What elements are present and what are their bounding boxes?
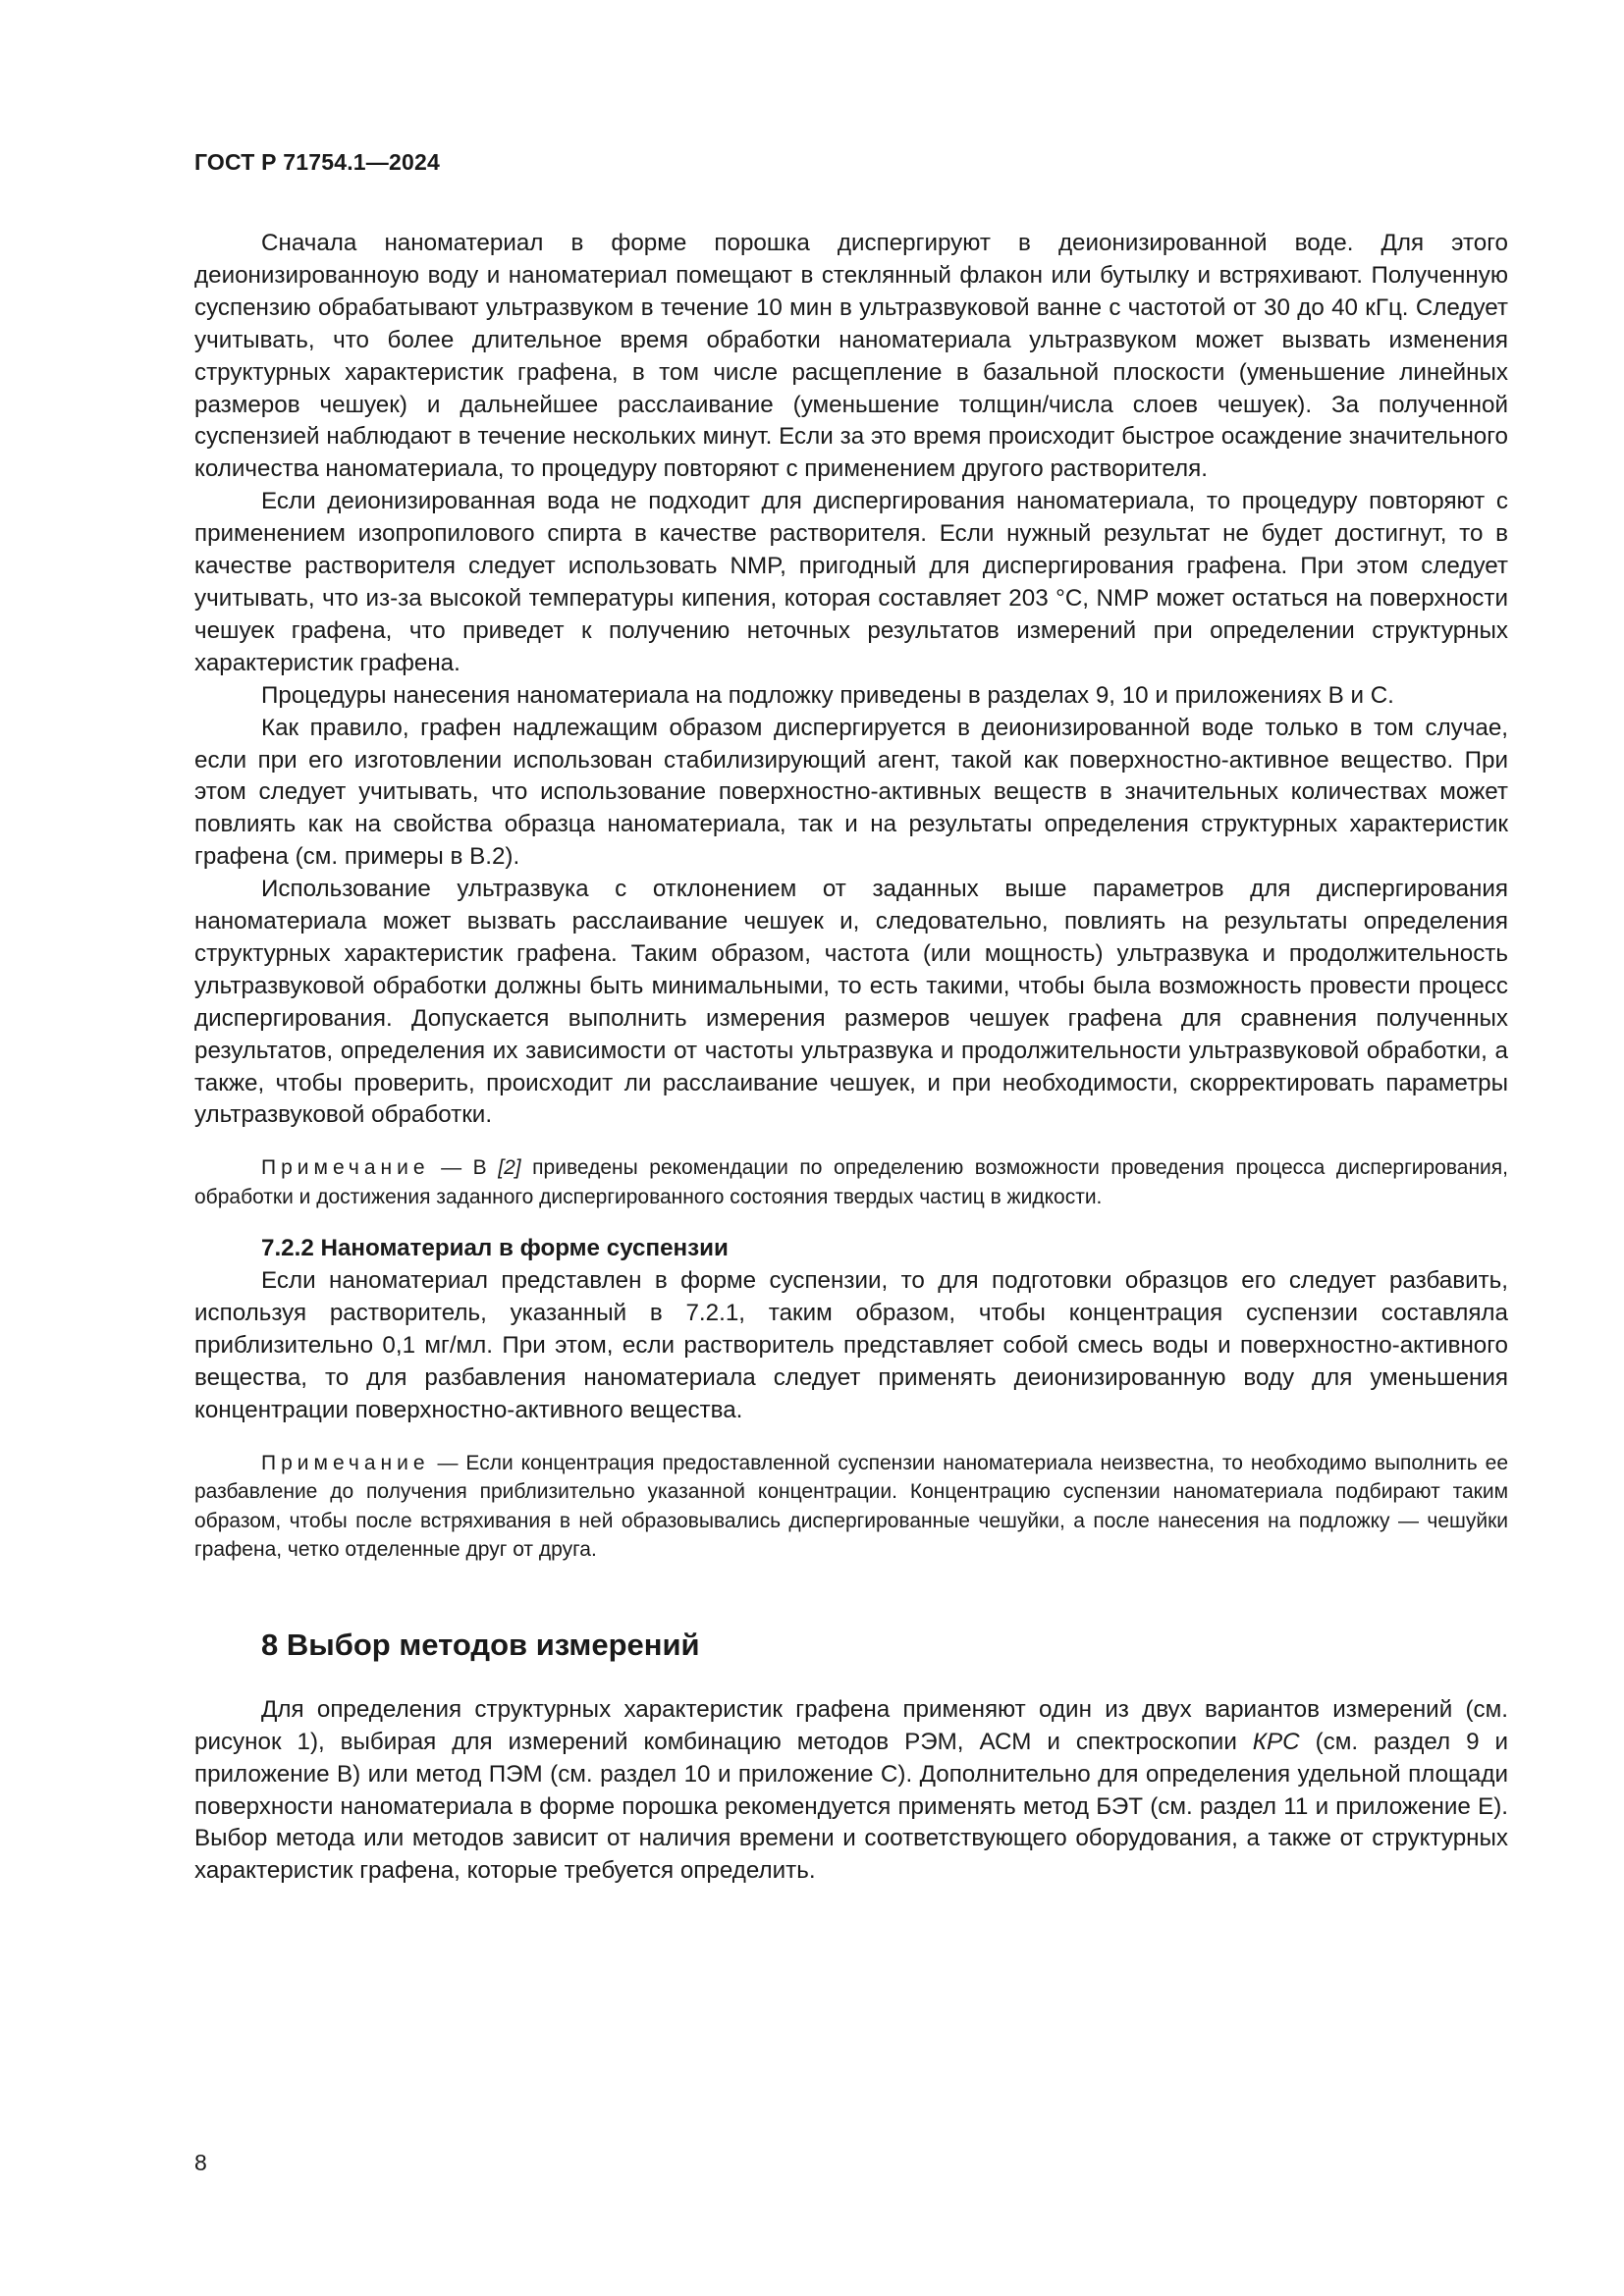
paragraph-suspension: Если наноматериал представлен в форме суспензии, то для подготовки образцов его следует разбавить, используя растворитель, указанный в 7.2.1, таким образом, чтобы концентрация суспензии составляла приблизительно 0,1 мг/мл. При этом, если растворитель представляет собой смесь воды и поверхностно-активного вещества, то для разбавления наноматериала следует применять деионизированную воду для уменьшения концентрации поверхностно-активного вещества. bbox=[194, 1267, 1508, 1423]
methods-text-italic: КРС bbox=[1252, 1728, 1300, 1755]
page-body bbox=[194, 228, 1508, 1888]
paragraph-deposition-procedures: Процедуры нанесения наноматериала на подложку приведены в разделах 9, 10 и приложениях В и С. bbox=[261, 681, 1394, 709]
paragraph-methods bbox=[194, 1694, 1508, 1888]
note-label: Примечание bbox=[261, 1156, 430, 1180]
note-text: — Если концентрация предоставленной суспензии наноматериала неизвестна, то необходимо выполнить ее разбавление до получения приблизительно указанной концентрации. Концентрацию суспензии наноматериала подбирают таким образом, чтобы после встряхивания в ней образовывались диспергированные чешуйки, а после нанесения на подложку — чешуйки графена, четко отделенные друг от друга. bbox=[194, 1451, 1508, 1562]
page-number: 8 bbox=[194, 2150, 207, 2175]
note-label: Примечание bbox=[261, 1451, 430, 1474]
paragraph-alternative-solvents: Если деионизированная вода не подходит для диспергирования наноматериала, то процедуру повторяют с применением изопропилового спирта в качестве растворителя. Если нужный результат не будет достигнут, то в качестве растворителя следует использовать NMP, пригодный для диспергирования графена. При этом следует учитывать, что из-за высокой температуры кипения, которая составляет 203 °C, NMP может остаться на поверхности чешуек графена, что приведет к получению неточных результатов измерений при определении структурных характеристик графена. bbox=[194, 488, 1508, 676]
paragraph-ultrasound: Использование ультразвука с отклонением от заданных выше параметров для диспергирования наноматериала может вызвать расслаивание чешуек и, следовательно, повлиять на результаты определения структурных характеристик графена. Таким образом, частота (или мощность) ультразвука и продолжительность ультразвуковой обработки должны быть минимальными, то есть такими, чтобы была возможность провести процесс диспергирования. Допускается выполнить измерения размеров чешуек графена для сравнения полученных результатов, определения их зависимости от частоты ультразвука и продолжительности ультразвуковой обработки, а также, чтобы проверить, происходит ли расслаивание чешуек, и при необходимости, скорректировать параметры ультразвуковой обработки. bbox=[194, 876, 1508, 1129]
methods-text-part1: Для определения структурных характеристик графена применяют один из двух вариантов измерений (см. рисунок 1), выбирая для измерений комбинацию методов РЭМ, АСМ и спектроскопии bbox=[194, 1695, 1508, 1755]
methods-text-part2: (см. раздел 9 и приложение В) или метод ПЭМ (см. раздел 10 и приложение С). Дополнительно для определения удельной площади поверхности наноматериала в форме порошка рекомендуется применять метод БЭТ (см. раздел 11 и приложение Е). Выбор метода или методов зависит от наличия времени и соответствующего оборудования, а также от структурных характеристик графена, которые требуется определить. bbox=[194, 1728, 1508, 1885]
note-1 bbox=[194, 1153, 1508, 1211]
note-reference: [2] bbox=[498, 1156, 521, 1180]
paragraph-dispersion-water: Сначала наноматериал в форме порошка диспергируют в деионизированной воде. Для этого деионизированноую воду и наноматериал помещают в стеклянный флакон или бутылку и встряхивают. Полученную суспензию обрабатывают ультразвуком в течение 10 мин в ультразвуковой ванне с частотой от 30 до 40 кГц. Следует учитывать, что более длительное время обработки наноматериала ультразвуком может вызвать изменения структурных характеристик графена, в том числе расщепление в базальной плоскости (уменьшение линейных размеров чешуек) и дальнейшее расслаивание (уменьшение толщин/числа слоев чешуек). За полученной суспензией наблюдают в течение нескольких минут. Если за это время происходит быстрое осаждение значительного количества наноматериала, то процедуру повторяют с применением другого растворителя. bbox=[194, 230, 1508, 483]
section-title: 8 Выбор методов измерений bbox=[261, 1627, 700, 1662]
paragraph-surfactant: Как правило, графен надлежащим образом диспергируется в деионизированной воде только в том случае, если при его изготовлении использован стабилизирующий агент, такой как поверхностно-активное вещество. При этом следует учитывать, что использование поверхностно-активных веществ в значительных количествах может повлиять как на свойства образца наноматериала, так и на результаты определения структурных характеристик графена (см. примеры в В.2). bbox=[194, 714, 1508, 871]
note-text: приведены рекомендации по определению возможности проведения процесса диспергирования, обработки и достижения заданного диспергированного состояния твердых частиц в жидкости. bbox=[194, 1156, 1508, 1208]
note-2 bbox=[194, 1449, 1508, 1565]
subsection-title: 7.2.2 Наноматериал в форме суспензии bbox=[261, 1235, 729, 1262]
document-code: ГОСТ Р 71754.1—2024 bbox=[194, 149, 440, 175]
note-dash: — В bbox=[429, 1156, 499, 1180]
